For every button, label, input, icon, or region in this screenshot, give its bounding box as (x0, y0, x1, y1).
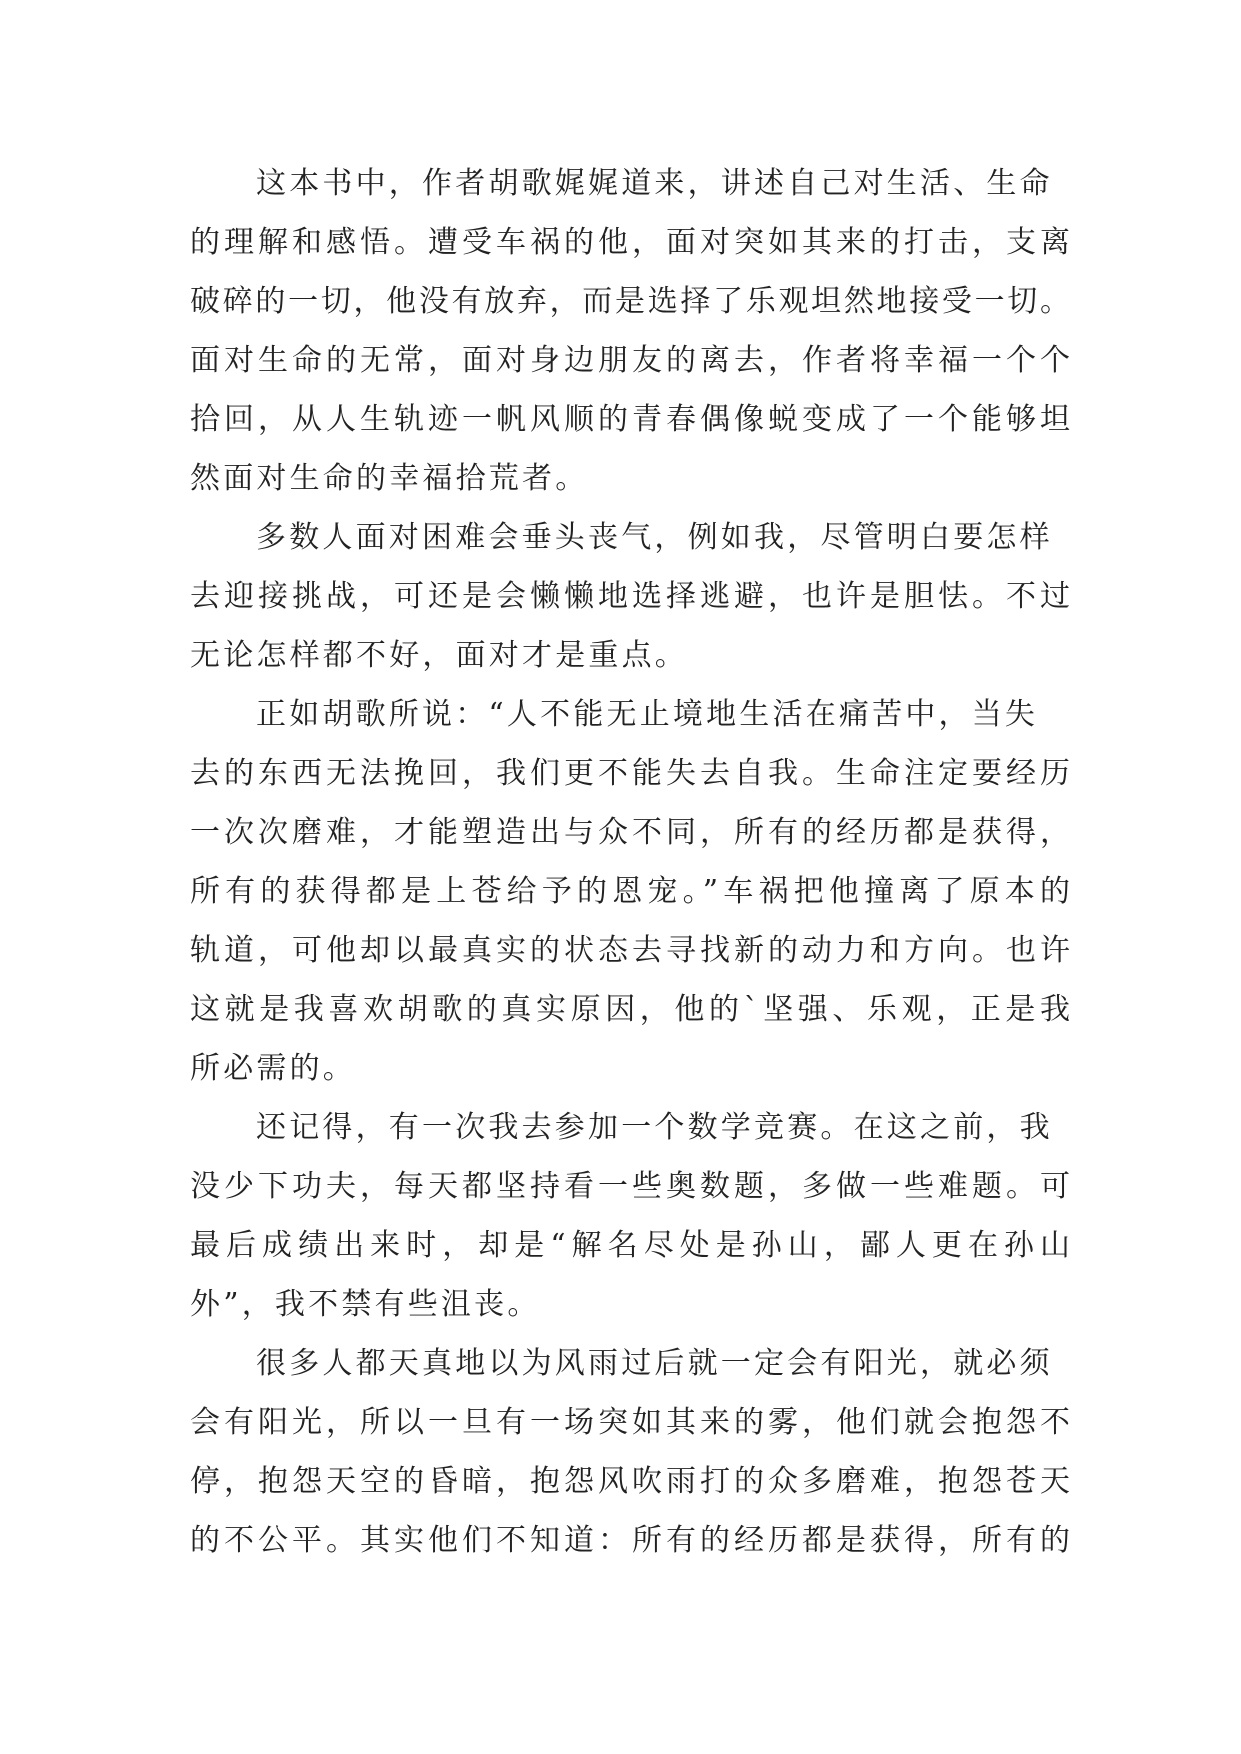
text-line: 轨道，可他却以最真实的状态去寻找新的动力和方向。也许 (190, 933, 1070, 968)
text-line: 面对生命的无常，面对身边朋友的离去，作者将幸福一个个 (190, 343, 1070, 378)
paragraph-1 (190, 154, 1070, 508)
text-line: 去迎接挑战，可还是会懒懒地选择逃避，也许是胆怯。不过 (190, 579, 1070, 614)
text-line: 拾回，从人生轨迹一帆风顺的青春偶像蜕变成了一个能够坦 (190, 402, 1070, 437)
text-line: 无论怎样都不好，面对才是重点。 (190, 638, 688, 673)
text-line: 这本书中，作者胡歌娓娓道来，讲述自己对生活、生命 (256, 166, 1053, 201)
document-body (190, 154, 1070, 1570)
text-line: 没少下功夫，每天都坚持看一些奥数题，多做一些难题。可 (190, 1169, 1070, 1204)
text-line: 外”，我不禁有些沮丧。 (190, 1287, 541, 1322)
text-line: 正如胡歌所说：“人不能无止境地生活在痛苦中，当失 (256, 697, 1039, 732)
text-line: 的理解和感悟。遭受车祸的他，面对突如其来的打击，支离 (190, 225, 1070, 260)
text-line: 所有的获得都是上苍给予的恩宠。”车祸把他撞离了原本的 (190, 874, 1070, 909)
text-line: 这就是我喜欢胡歌的真实原因，他的`坚强、乐观，正是我 (190, 992, 1070, 1027)
text-line: 很多人都天真地以为风雨过后就一定会有阳光，就必须 (256, 1346, 1053, 1381)
text-line: 多数人面对困难会垂头丧气，例如我，尽管明白要怎样 (256, 520, 1053, 555)
text-line: 停，抱怨天空的昏暗，抱怨风吹雨打的众多磨难，抱怨苍天 (190, 1464, 1070, 1499)
paragraph-5 (190, 1334, 1070, 1570)
text-line: 会有阳光，所以一旦有一场突如其来的雾，他们就会抱怨不 (190, 1405, 1070, 1440)
paragraph-2 (190, 508, 1070, 685)
paragraph-4 (190, 1098, 1070, 1334)
text-line: 最后成绩出来时，却是“解名尽处是孙山，鄙人更在孙山 (190, 1228, 1070, 1263)
text-line: 去的东西无法挽回，我们更不能失去自我。生命注定要经历 (190, 756, 1070, 791)
text-line: 还记得，有一次我去参加一个数学竞赛。在这之前，我 (256, 1110, 1053, 1145)
text-line: 的不公平。其实他们不知道：所有的经历都是获得，所有的 (190, 1523, 1070, 1558)
text-line: 所必需的。 (190, 1051, 356, 1086)
text-line: 然面对生命的幸福拾荒者。 (190, 461, 589, 496)
text-line: 一次次磨难，才能塑造出与众不同，所有的经历都是获得， (190, 815, 1070, 850)
paragraph-3 (190, 685, 1070, 1098)
text-line: 破碎的一切，他没有放弃，而是选择了乐观坦然地接受一切。 (190, 284, 1070, 319)
